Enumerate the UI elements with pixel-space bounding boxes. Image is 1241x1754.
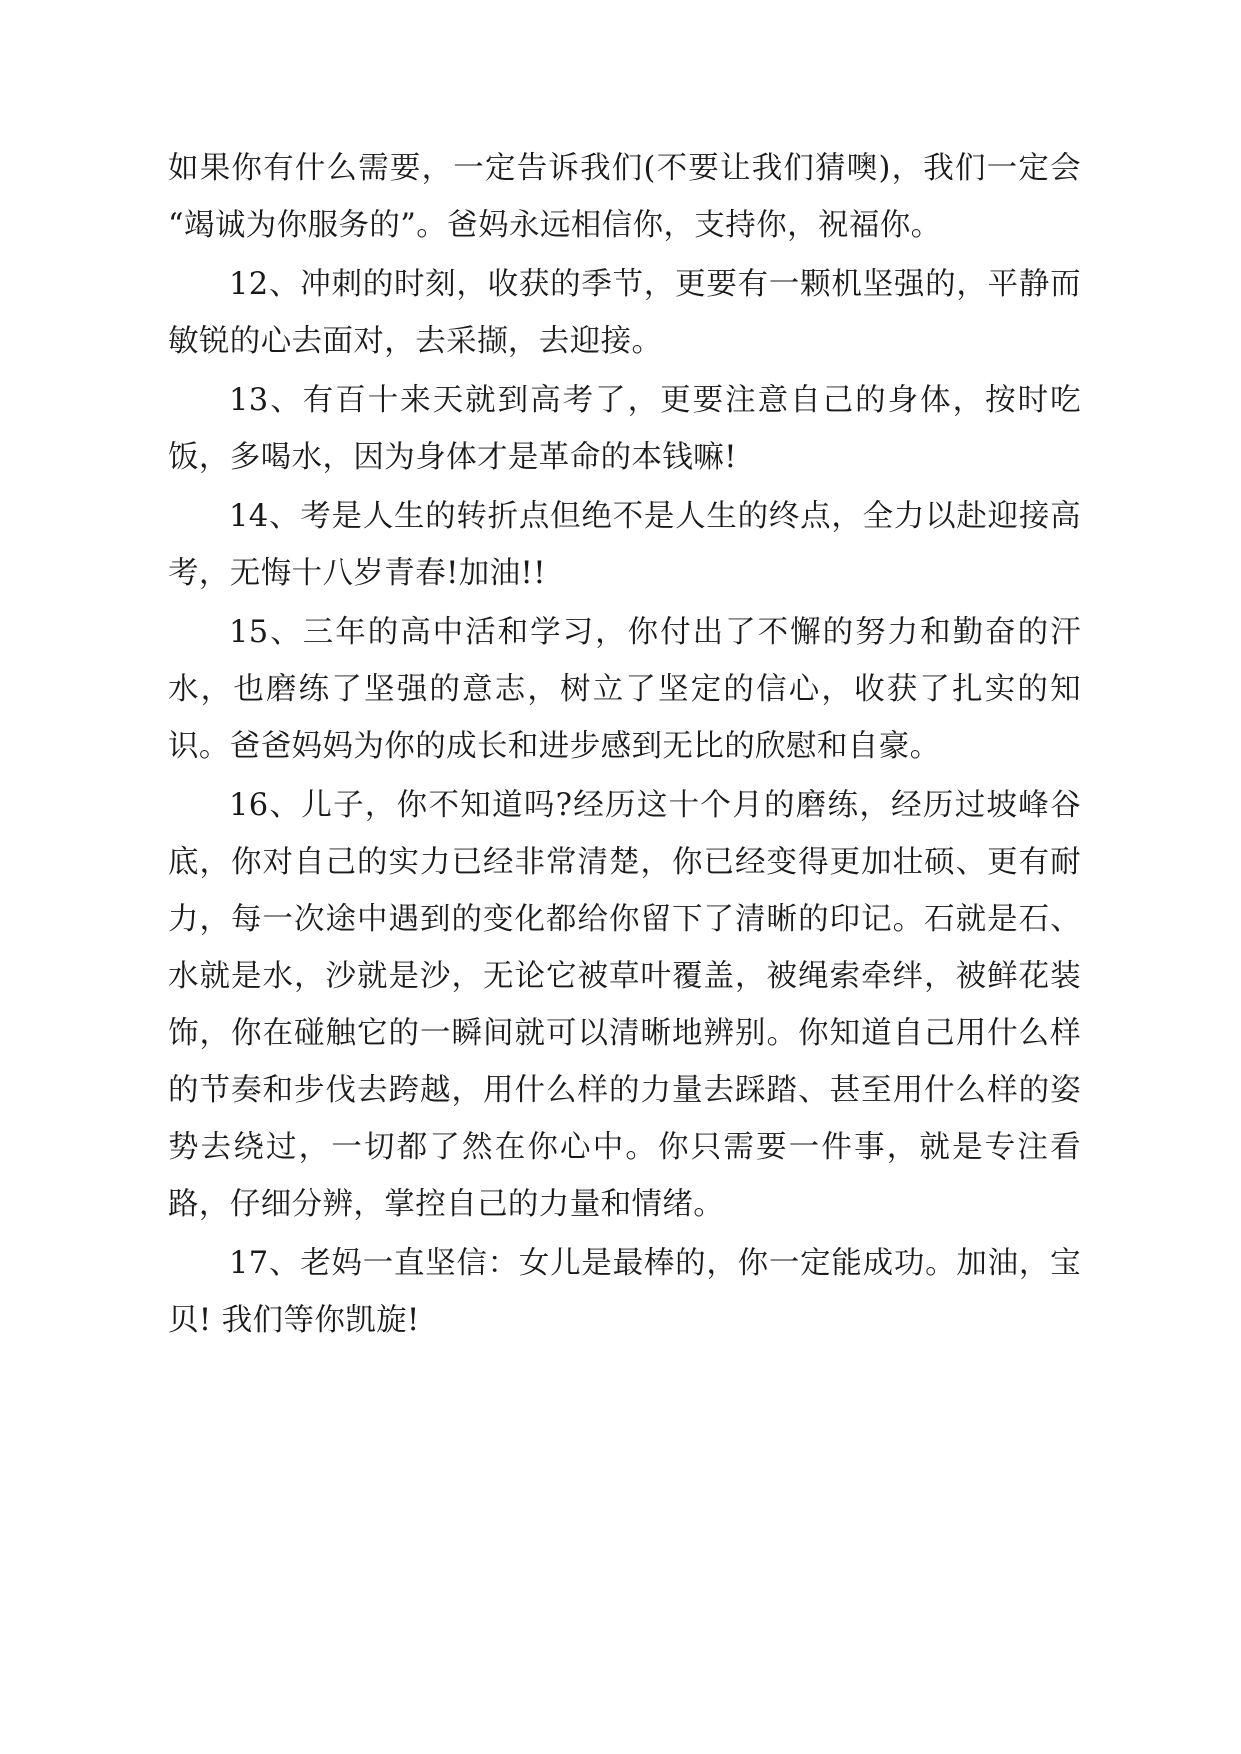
document-body bbox=[168, 140, 1081, 1349]
paragraph-item-17: 17、老妈一直坚信：女儿是最棒的，你一定能成功。加油，宝贝! 我们等你凯旋! bbox=[168, 1246, 1081, 1338]
paragraph-item-12: 12、冲刺的时刻，收获的季节，更要有一颗机坚强的，平静而敏锐的心去面对，去采撷，去迎接。 bbox=[168, 267, 1081, 359]
paragraph-item-16: 16、儿子，你不知道吗?经历这十个月的磨练，经历过坡峰谷底，你对自己的实力已经非常清楚，你已经变得更加壮硕、更有耐力，每一次途中遇到的变化都给你留下了清晰的印记。石就是石、水就是水，沙就是沙，无论它被草叶覆盖，被绳索牵绊，被鲜花装饰，你在碰触它的一瞬间就可以清晰地辨别。你知道自己用什么样的节奏和步伐去跨越，用什么样的力量去踩踏、甚至用什么样的姿势去绕过，一切都了然在你心中。你只需要一件事，就是专注看路，仔细分辨，掌控自己的力量和情绪。 bbox=[168, 788, 1081, 1222]
paragraph-intro: 如果你有什么需要，一定告诉我们(不要让我们猜噢)，我们一定会“竭诚为你服务的”。爸妈永远相信你，支持你，祝福你。 bbox=[168, 151, 1081, 243]
paragraph-item-15: 15、三年的高中活和学习，你付出了不懈的努力和勤奋的汗水，也磨练了坚强的意志，树立了坚定的信心，收获了扎实的知识。爸爸妈妈为你的成长和进步感到无比的欣慰和自豪。 bbox=[168, 615, 1081, 764]
paragraph-item-13: 13、有百十来天就到高考了，更要注意自己的身体，按时吃饭，多喝水，因为身体才是革命的本钱嘛! bbox=[168, 383, 1081, 475]
paragraph-item-14: 14、考是人生的转折点但绝不是人生的终点，全力以赴迎接高考，无悔十八岁青春!加油!! bbox=[168, 499, 1081, 591]
